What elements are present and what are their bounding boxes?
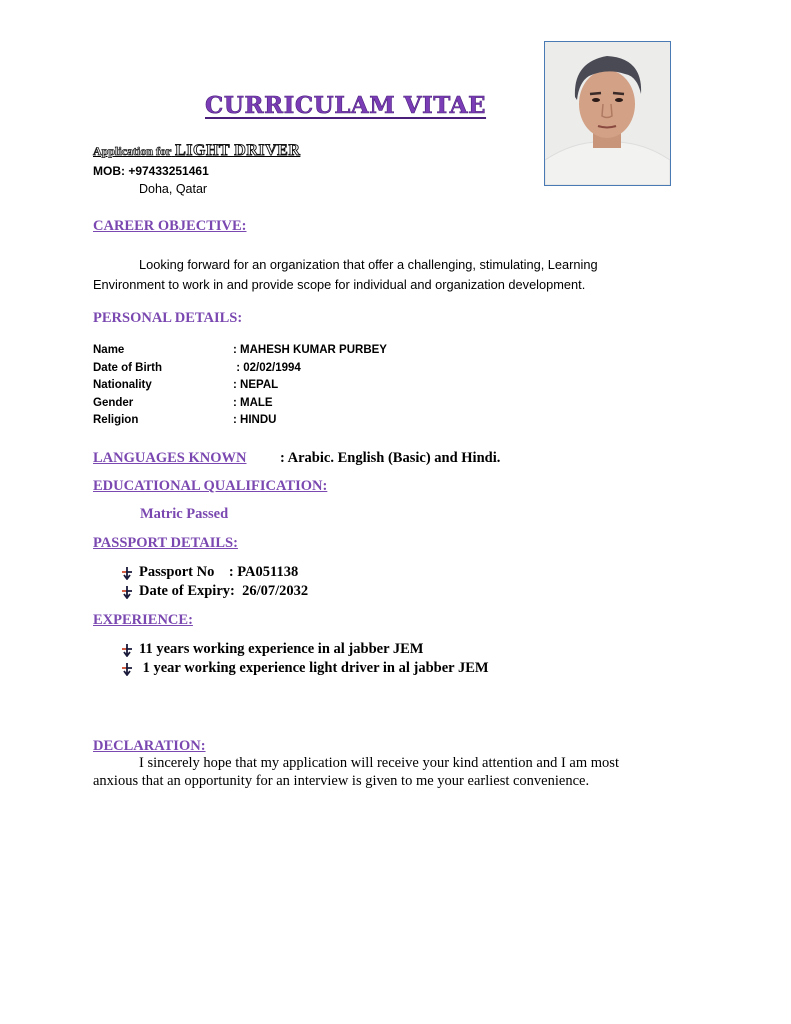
education-heading: EDUCATIONAL QUALIFICATION: — [93, 478, 328, 494]
experience-item: 11 years working experience in al jabber JEM — [139, 641, 424, 657]
passport-number: Passport No : PA051138 — [139, 564, 299, 580]
arrow-down-bullet-icon — [115, 566, 139, 580]
career-objective-body: Looking forward for an organization that offer a challenging, stimulating, Learning Environment to work in and provide scope for individual and organization development. — [93, 257, 598, 292]
passport-expiry: Date of Expiry: 26/07/2032 — [139, 583, 309, 599]
arrow-down-bullet-icon — [115, 585, 139, 599]
document-title: CURRICULAM VITAE — [205, 92, 487, 119]
row-label: Gender — [93, 396, 134, 409]
declaration-body: I sincerely hope that my application will receive your kind attention and I am most anxious that an opportunity for an interview is given to me your earliest convenience. — [93, 755, 619, 789]
row-label: Religion — [93, 414, 139, 426]
row-label: Date of Birth — [93, 361, 162, 374]
application-for-line — [93, 142, 300, 160]
candidate-photo — [544, 41, 671, 186]
row-value: : MALE — [233, 396, 273, 409]
career-objective-heading: CAREER OBJECTIVE: — [93, 218, 247, 234]
list-item — [115, 659, 489, 678]
languages-heading: LANGUAGES KNOWN — [93, 450, 247, 466]
personal-row-religion — [93, 414, 387, 432]
row-label: Nationality — [93, 379, 152, 391]
row-label: Name — [93, 344, 125, 356]
languages-value: : Arabic. English (Basic) and Hindi. — [280, 450, 501, 466]
arrow-down-bullet-icon — [115, 662, 139, 676]
row-value: : NEPAL — [233, 379, 279, 391]
passport-heading: PASSPORT DETAILS: — [93, 535, 238, 551]
declaration-text — [93, 754, 663, 790]
personal-row-dob — [93, 362, 387, 380]
personal-details-table — [93, 344, 387, 432]
personal-row-nationality — [93, 379, 387, 397]
arrow-down-bullet-icon — [115, 643, 139, 657]
row-value: : MAHESH KUMAR PURBEY — [233, 344, 387, 356]
experience-heading: EXPERIENCE: — [93, 612, 193, 628]
passport-list — [115, 563, 308, 601]
mobile-number: MOB: +97433251461 — [93, 164, 209, 178]
row-value: : 02/02/1994 — [233, 361, 301, 374]
list-item — [115, 563, 308, 582]
list-item — [115, 640, 489, 659]
experience-item: 1 year working experience light driver in al jabber JEM — [139, 660, 489, 676]
location: Doha, Qatar — [139, 182, 208, 196]
education-value: Matric Passed — [140, 506, 229, 522]
application-prefix: Application for — [93, 144, 172, 158]
declaration-heading: DECLARATION: — [93, 738, 206, 754]
personal-details-heading: PERSONAL DETAILS: — [93, 310, 243, 326]
personal-row-gender — [93, 397, 387, 415]
row-value: : HINDU — [233, 414, 277, 426]
list-item — [115, 582, 308, 601]
experience-list — [115, 640, 489, 678]
personal-row-name — [93, 344, 387, 362]
career-objective-text — [93, 255, 663, 295]
application-role: LIGHT DRIVER — [175, 142, 301, 159]
portrait-image — [545, 42, 670, 185]
